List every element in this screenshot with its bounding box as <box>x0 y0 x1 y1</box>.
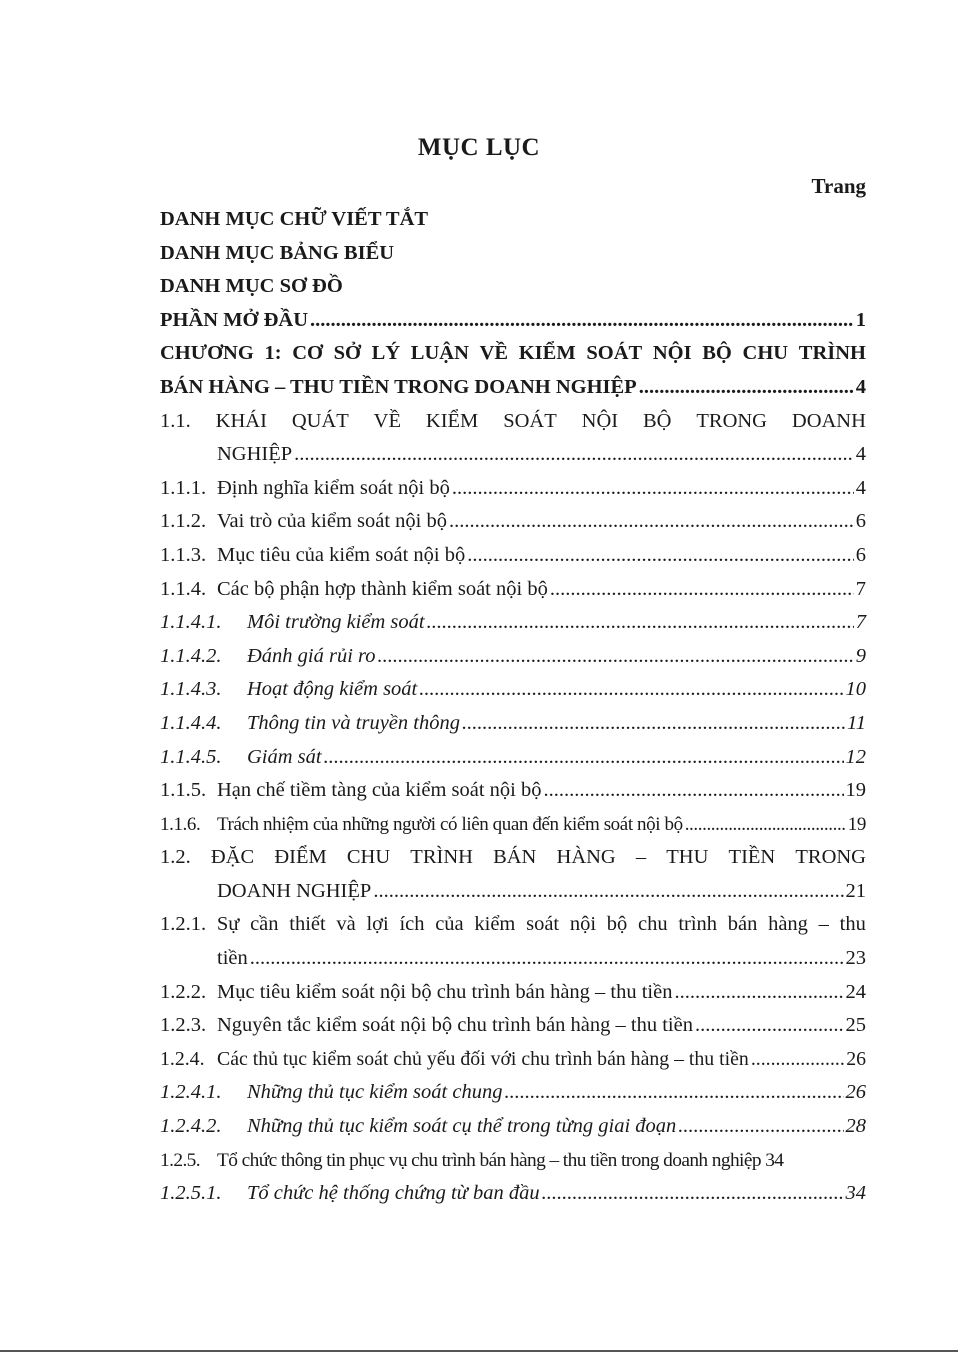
toc-entry-number: 1.1.4. <box>160 577 207 600</box>
toc-word: và <box>336 913 356 936</box>
toc-entry-line1[interactable] <box>160 405 866 439</box>
leader-dots <box>678 1110 843 1144</box>
toc-entry-number: 1.1.4.3. <box>160 678 222 701</box>
toc-entry-number: 1.2.3. <box>160 1014 207 1037</box>
toc-entry-text: Định nghĩa kiểm soát nội bộ <box>217 476 450 499</box>
toc-word: BỘ <box>702 342 732 365</box>
toc-entry-number: 1.2.4. <box>160 1047 205 1070</box>
toc-entry[interactable] <box>160 1009 866 1043</box>
toc-entry-number: 1.2.1. <box>160 913 207 936</box>
toc-word: trình <box>678 913 718 936</box>
leader-dots <box>294 438 854 472</box>
toc-entry-text: Mục tiêu kiểm soát nội bộ chu trình bán hàng – thu tiền <box>217 980 673 1003</box>
toc-entry-line1[interactable] <box>160 337 866 371</box>
toc-entry-page: 24 <box>845 980 866 1003</box>
toc-entry-number: 1.2.4.2. <box>160 1115 222 1138</box>
leader-dots <box>504 1076 843 1110</box>
toc-entry-number: 1.1.4.5. <box>160 745 222 768</box>
toc-entry-line2[interactable] <box>160 371 866 405</box>
toc-entry[interactable] <box>160 1144 866 1178</box>
toc-entry-text: Thông tin và truyền thông <box>247 711 460 734</box>
toc-word: LUẬN <box>410 342 469 365</box>
toc-entry[interactable] <box>160 606 866 640</box>
toc-entry-number: 1.1.5. <box>160 779 207 802</box>
toc-entry[interactable] <box>160 203 866 237</box>
toc-entry-text: BÁN HÀNG – THU TIỀN TRONG DOANH NGHIỆP <box>160 375 637 398</box>
toc-title: MỤC LỤC <box>417 134 541 161</box>
toc-entry[interactable] <box>160 707 866 741</box>
leader-dots <box>427 606 854 640</box>
toc-entry-number: 1.2.4.1. <box>160 1081 222 1104</box>
page-bottom-edge <box>0 1350 958 1352</box>
toc-entry-text: Mục tiêu của kiểm soát nội bộ <box>217 543 466 566</box>
toc-entry[interactable] <box>160 1177 866 1211</box>
toc-entry-page: 19 <box>845 779 866 802</box>
toc-entry-text: Tổ chức hệ thống chứng từ ban đầu <box>247 1182 540 1205</box>
toc-word: DOANH <box>791 409 866 432</box>
toc-entry-line2[interactable] <box>160 942 866 976</box>
toc-entry-text: Các thủ tục kiểm soát chủ yếu đối với chu trình bán hàng – thu tiền <box>217 1047 749 1070</box>
toc-entry[interactable] <box>160 539 866 573</box>
leader-dots <box>674 976 843 1010</box>
toc-entry[interactable] <box>160 472 866 506</box>
toc-word: LÝ <box>371 342 401 365</box>
toc-entry[interactable] <box>160 808 866 842</box>
toc-entry-page: 28 <box>845 1115 866 1138</box>
toc-word: TRÌNH <box>410 846 473 869</box>
toc-entry-page: 6 <box>855 543 866 566</box>
toc-entry-text: DANH MỤC BẢNG BIỂU <box>160 241 395 264</box>
toc-entry-page: 4 <box>855 476 866 499</box>
leader-dots <box>378 640 854 674</box>
toc-entry-text: Các bộ phận hợp thành kiểm soát nội bộ <box>217 577 548 600</box>
toc-entry-number: 1.2. <box>160 846 191 869</box>
leader-dots <box>373 875 843 909</box>
toc-word: THU <box>666 846 709 869</box>
toc-entry[interactable] <box>160 741 866 775</box>
toc-entry-text: Hoạt động kiểm soát <box>247 678 418 701</box>
toc-word: BỘ <box>642 409 672 432</box>
toc-entry[interactable] <box>160 640 866 674</box>
leader-dots <box>452 472 854 506</box>
toc-entry-page: 4 <box>855 443 866 466</box>
toc-word: – <box>818 913 829 936</box>
toc-word: chu <box>637 913 668 936</box>
toc-entry[interactable] <box>160 505 866 539</box>
toc-entry-page: 34 <box>765 1149 784 1171</box>
toc-word: của <box>435 913 464 936</box>
toc-word: – <box>635 846 647 869</box>
leader-dots <box>449 505 854 539</box>
toc-word: HÀNG <box>556 846 616 869</box>
toc-entry-page: 9 <box>855 644 866 667</box>
toc-word: nội <box>569 913 597 936</box>
toc-word: BÁN <box>493 846 537 869</box>
toc-entry[interactable] <box>160 304 866 338</box>
toc-word: hàng <box>768 913 808 936</box>
toc-word: Sự <box>216 913 240 936</box>
toc-entry-number: 1.1.4.4. <box>160 711 222 734</box>
toc-entry-page: 1 <box>855 308 866 331</box>
toc-word: TRÌNH <box>798 342 866 365</box>
toc-word: thu <box>839 913 866 936</box>
leader-dots <box>419 673 843 707</box>
toc-entry[interactable] <box>160 573 866 607</box>
toc-entry-number: 1.1.4.2. <box>160 644 222 667</box>
toc-entry-number: 1.1.2. <box>160 510 207 533</box>
toc-entry-line2[interactable] <box>160 438 866 472</box>
toc-word: KIỂM <box>518 342 576 365</box>
toc-entry-text: Giám sát <box>247 745 322 768</box>
toc-entry-number: 1.1. <box>160 409 191 432</box>
toc-entry-page: 23 <box>845 947 866 970</box>
toc-word: NỘI <box>652 342 692 365</box>
leader-dots <box>639 371 854 405</box>
leader-dots <box>751 1043 844 1077</box>
leader-dots <box>685 808 846 842</box>
toc-word: bộ <box>606 913 628 936</box>
toc-entry-text: tiền <box>217 947 248 970</box>
toc-entry-text: Môi trường kiểm soát <box>247 611 425 634</box>
toc-word: VỀ <box>479 342 509 365</box>
toc-entry-page: 12 <box>845 745 866 768</box>
toc-word: TRONG <box>696 409 767 432</box>
toc-word: CHU <box>346 846 391 869</box>
toc-word: SOÁT <box>503 409 557 432</box>
toc-entry-page: 26 <box>846 1047 866 1070</box>
toc-word: CƠ <box>292 342 323 365</box>
toc-word: bán <box>727 913 758 936</box>
leader-dots <box>250 942 844 976</box>
toc-entry-page: 7 <box>855 577 866 600</box>
toc-entry[interactable] <box>160 1076 866 1110</box>
toc-entry-text: PHẦN MỞ ĐẦU <box>160 308 309 331</box>
toc-word: soát <box>526 913 560 936</box>
leader-dots <box>550 573 854 607</box>
leader-dots <box>695 1009 844 1043</box>
toc-entry-text: Trách nhiệm của những người có liên quan đến kiểm soát nội bộ <box>217 813 683 835</box>
toc-word: CHU <box>742 342 789 365</box>
toc-entry-text: Nguyên tắc kiểm soát nội bộ chu trình bán hàng – thu tiền <box>217 1014 693 1037</box>
page-column-header: Trang <box>811 174 866 198</box>
toc-entry-page: 11 <box>847 711 866 734</box>
toc-word: SỞ <box>333 342 361 365</box>
toc-entry-line1[interactable] <box>160 908 866 942</box>
toc-entry-number: 1.2.5. <box>160 1149 201 1171</box>
toc-entry-text: DANH MỤC SƠ ĐỒ <box>160 275 343 298</box>
table-of-contents <box>160 203 866 1211</box>
toc-word: 1: <box>264 342 282 365</box>
toc-word: ích <box>399 913 425 936</box>
toc-entry-text: Tổ chức thông tin phục vụ chu trình bán hàng – thu tiền trong doanh nghiệp <box>217 1149 761 1171</box>
toc-entry-number: 1.2.2. <box>160 980 207 1003</box>
toc-entry-text: DOANH NGHIỆP <box>217 879 372 902</box>
toc-word: QUÁT <box>291 409 349 432</box>
leader-dots <box>544 774 844 808</box>
toc-entry-page: 19 <box>847 813 866 835</box>
toc-entry-text: Những thủ tục kiểm soát cụ thể trong từng giai đoạn <box>247 1115 677 1138</box>
toc-entry[interactable] <box>160 774 866 808</box>
leader-dots <box>542 1177 844 1211</box>
toc-entry[interactable] <box>160 976 866 1010</box>
toc-entry[interactable] <box>160 237 866 271</box>
toc-entry-text: Đánh giá rủi ro <box>247 644 376 667</box>
toc-entry-text: Hạn chế tiềm tàng của kiểm soát nội bộ <box>217 779 542 802</box>
toc-word: SOÁT <box>586 342 643 365</box>
toc-word: VỀ <box>373 409 401 432</box>
toc-entry-text: DANH MỤC CHỮ VIẾT TẮT <box>160 208 429 230</box>
leader-dots <box>467 539 854 573</box>
toc-entry-page: 21 <box>845 879 866 902</box>
toc-word: KIỂM <box>425 409 479 432</box>
toc-entry-text: Những thủ tục kiểm soát chung <box>247 1081 503 1104</box>
toc-entry-page: 10 <box>845 678 866 701</box>
toc-entry[interactable] <box>160 673 866 707</box>
toc-entry-page: 26 <box>845 1081 866 1104</box>
toc-word: lợi <box>366 913 389 936</box>
toc-word: thiết <box>289 913 326 936</box>
toc-entry-number: 1.1.3. <box>160 543 207 566</box>
toc-word: TIỀN <box>728 846 776 869</box>
toc-entry[interactable] <box>160 1043 866 1077</box>
toc-entry-page: 6 <box>855 510 866 533</box>
toc-entry-number: 1.1.6. <box>160 813 201 835</box>
toc-entry-page: 4 <box>855 375 866 398</box>
toc-word: ĐẶC <box>210 846 255 869</box>
toc-entry-page: 25 <box>845 1014 866 1037</box>
toc-word: CHƯƠNG <box>160 342 254 365</box>
toc-entry-line1[interactable] <box>160 841 866 875</box>
toc-entry-number: 1.1.1. <box>160 476 207 499</box>
toc-word: KHÁI <box>215 409 267 432</box>
toc-word: NỘI <box>581 409 619 432</box>
toc-entry-number: 1.2.5.1. <box>160 1182 222 1205</box>
toc-word: ĐIỂM <box>274 846 327 869</box>
toc-word: cần <box>250 913 279 936</box>
toc-entry-number: 1.1.4.1. <box>160 611 222 634</box>
leader-dots <box>462 707 845 741</box>
toc-entry-text: NGHIỆP <box>217 443 293 466</box>
toc-entry-line2[interactable] <box>160 875 866 909</box>
toc-entry[interactable] <box>160 270 866 304</box>
leader-dots <box>324 741 844 775</box>
toc-word: TRONG <box>795 846 866 869</box>
toc-entry-page: 7 <box>855 611 866 634</box>
toc-word: kiểm <box>474 913 516 936</box>
toc-entry-text: Vai trò của kiểm soát nội bộ <box>217 510 448 533</box>
toc-entry-page: 34 <box>845 1182 866 1205</box>
toc-entry[interactable] <box>160 1110 866 1144</box>
leader-dots <box>310 304 854 338</box>
